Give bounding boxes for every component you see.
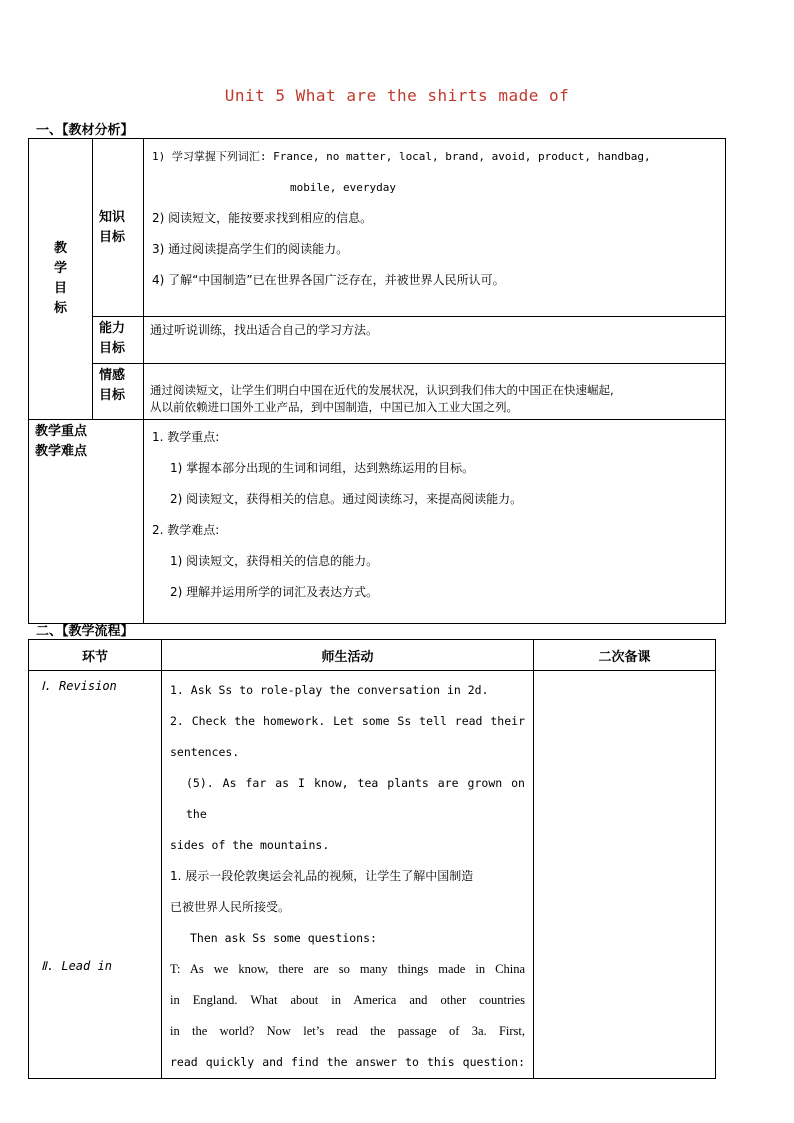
section-heading-analysis: 一、【教材分析】 bbox=[36, 123, 134, 138]
ability-goal-label: 能力 目标 bbox=[93, 317, 144, 364]
activity-line: sentences. bbox=[170, 745, 240, 759]
activity-line: read quickly and find the answer to this question: bbox=[170, 1055, 525, 1069]
activity-line: sides of the mountains. bbox=[170, 838, 330, 852]
keypoints-label: 教学重点 教学难点 bbox=[29, 420, 144, 624]
activity-line: Then ask Ss some questions: bbox=[190, 931, 377, 945]
activity-line: 1. Ask Ss to role-play the conversation in 2d. bbox=[170, 683, 489, 697]
knowledge-goal-label: 知识 目标 bbox=[93, 139, 144, 317]
step-revision: Ⅰ. Revision bbox=[41, 679, 117, 693]
activity-line: in the world? Now let’s read the passage of 3a. First, bbox=[170, 1024, 525, 1038]
header-stage: 环节 bbox=[29, 640, 162, 671]
knowledge-line: mobile, everyday bbox=[290, 181, 396, 194]
activity-line: 已被世界人民所接受。 bbox=[170, 900, 291, 914]
keypoint-line: 1. 教学重点: bbox=[152, 430, 220, 444]
keypoint-line: 2) 理解并运用所学的词汇及表达方式。 bbox=[170, 585, 379, 599]
activity-line: in England. What about in America and other countries bbox=[170, 993, 525, 1007]
flow-table bbox=[28, 639, 716, 1079]
knowledge-goal-content bbox=[144, 139, 726, 317]
ability-goal-content: 通过听说训练，找出适合自己的学习方法。 bbox=[144, 317, 726, 364]
keypoints-content bbox=[144, 420, 726, 624]
keypoint-line: 1) 掌握本部分出现的生词和词组，达到熟练运用的目标。 bbox=[170, 461, 475, 475]
document-title: Unit 5 What are the shirts made of bbox=[224, 86, 570, 105]
activity-column bbox=[162, 671, 534, 1079]
knowledge-line: 3) 通过阅读提高学生们的阅读能力。 bbox=[152, 242, 349, 256]
knowledge-line: 4) 了解“中国制造”已在世界各国广泛存在，并被世界人民所认可。 bbox=[152, 273, 505, 287]
emotion-goal-label: 情感 目标 bbox=[93, 364, 144, 420]
activity-line: 1. 展示一段伦敦奥运会礼品的视频，让学生了解中国制造 bbox=[170, 869, 474, 883]
analysis-table bbox=[28, 138, 726, 624]
activity-line: (5). As far as I know, tea plants are grown on the bbox=[186, 776, 525, 821]
activity-line: T: As we know, there are so many things made in China bbox=[170, 962, 525, 976]
header-activity: 师生活动 bbox=[162, 640, 534, 671]
keypoint-line: 2. 教学难点: bbox=[152, 523, 220, 537]
stage-column bbox=[29, 671, 162, 1079]
step-lead-in: Ⅱ. Lead in bbox=[41, 959, 112, 973]
knowledge-line: 1) 学习掌握下列词汇: France, no matter, local, brand, avoid, product, handbag, bbox=[152, 150, 651, 163]
keypoint-line: 2) 阅读短文，获得相关的信息。通过阅读练习，来提高阅读能力。 bbox=[170, 492, 523, 506]
emotion-goal-content: 通过阅读短文，让学生们明白中国在近代的发展状况，认识到我们伟大的中国正在快速崛起, 从以前依赖进口国外工业产品，到中国制造，中国已加入工业大国之列。 bbox=[144, 364, 726, 420]
section-heading-flow: 二、【教学流程】 bbox=[36, 624, 134, 639]
second-prep-column bbox=[534, 671, 716, 1079]
teaching-goals-label: 教 学 目 标 bbox=[29, 139, 93, 420]
knowledge-line: 2) 阅读短文，能按要求找到相应的信息。 bbox=[152, 211, 373, 225]
header-second-prep: 二次备课 bbox=[534, 640, 716, 671]
activity-line: 2. Check the homework. Let some Ss tell read their bbox=[170, 714, 525, 728]
keypoint-line: 1) 阅读短文，获得相关的信息的能力。 bbox=[170, 554, 379, 568]
